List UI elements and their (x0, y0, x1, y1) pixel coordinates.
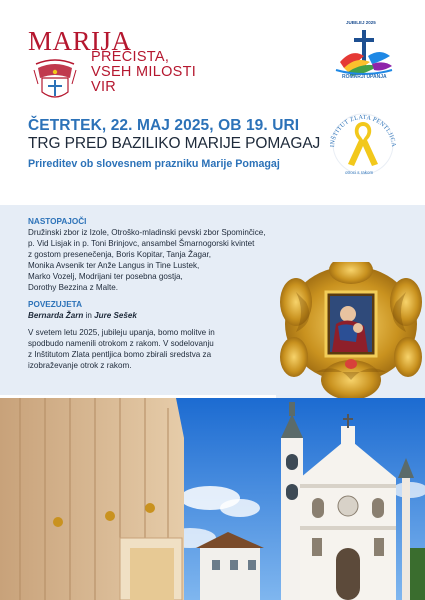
institute-tagline: otroci s rakom (345, 170, 374, 175)
performers-line: Monika Avsenik ter Anže Langus in Tine Lustek, (28, 261, 200, 270)
institute-name-arc (326, 104, 400, 180)
institute-name: INŠTITUT ZLATA PENTLJICA (328, 113, 398, 148)
performers-line: Dorothy Bezzina z Malte. (28, 283, 118, 292)
brand-subtitle (91, 50, 196, 95)
description-line: izobraževanje otrok z rakom. (28, 361, 132, 370)
brand-subtitle-line: VIR (91, 79, 117, 95)
performers-line: Marko Vozelj, Modrijani ter posebna gostja, (28, 272, 183, 281)
brand-subtitle-line: PREČISTA, (91, 49, 170, 65)
altar-image (276, 262, 425, 400)
svg-text:INŠTITUT ZLATA PENTLJICA (329, 114, 397, 148)
host-name: Bernarda Žarn (28, 311, 84, 320)
event-subtitle: Prireditev ob slovesnem prazniku Marije Pomagaj (28, 158, 280, 170)
performers-line: p. Vid Lisjak in p. Toni Brinjovc, ansambel Šmarnogorski kvintet (28, 239, 255, 248)
jubilee-caption: JUBILEJ 2025 (346, 20, 376, 25)
host-connector: in (83, 311, 95, 320)
description-line: spodbudo namenili otrokom z rakom. V sodelovanju (28, 339, 214, 348)
event-date-time: ČETRTEK, 22. MAJ 2025, OB 19. URI (28, 117, 300, 134)
description-line: V svetem letu 2025, jubileju upanja, bomo molitve in (28, 328, 215, 337)
host-name: Jure Sešek (94, 311, 137, 320)
performers-heading: NASTOPAJOČI (28, 217, 87, 226)
hosts-heading: POVEZUJETA (28, 300, 82, 309)
brand-subtitle-line: VSEH MILOSTI (91, 64, 197, 80)
jubilee-caption-bottom: ROMARJI UPANJA (342, 74, 387, 80)
brand-title: MARIJA (28, 26, 132, 56)
performers-line: z gostom presenečenja, Boris Kopitar, Tanja Žagar, (28, 250, 211, 259)
event-place: TRG PRED BAZILIKO MARIJE POMAGAJ (28, 135, 321, 152)
performers-line: Družinski zbor iz Izole, Otroško-mladinski pevski zbor Spominčice, (28, 228, 266, 237)
coat-of-arms-icon (28, 58, 82, 102)
basilica-photo (0, 398, 425, 600)
description-line: z Inštitutom Zlata pentljica bomo zbirali sredstva za (28, 350, 212, 359)
